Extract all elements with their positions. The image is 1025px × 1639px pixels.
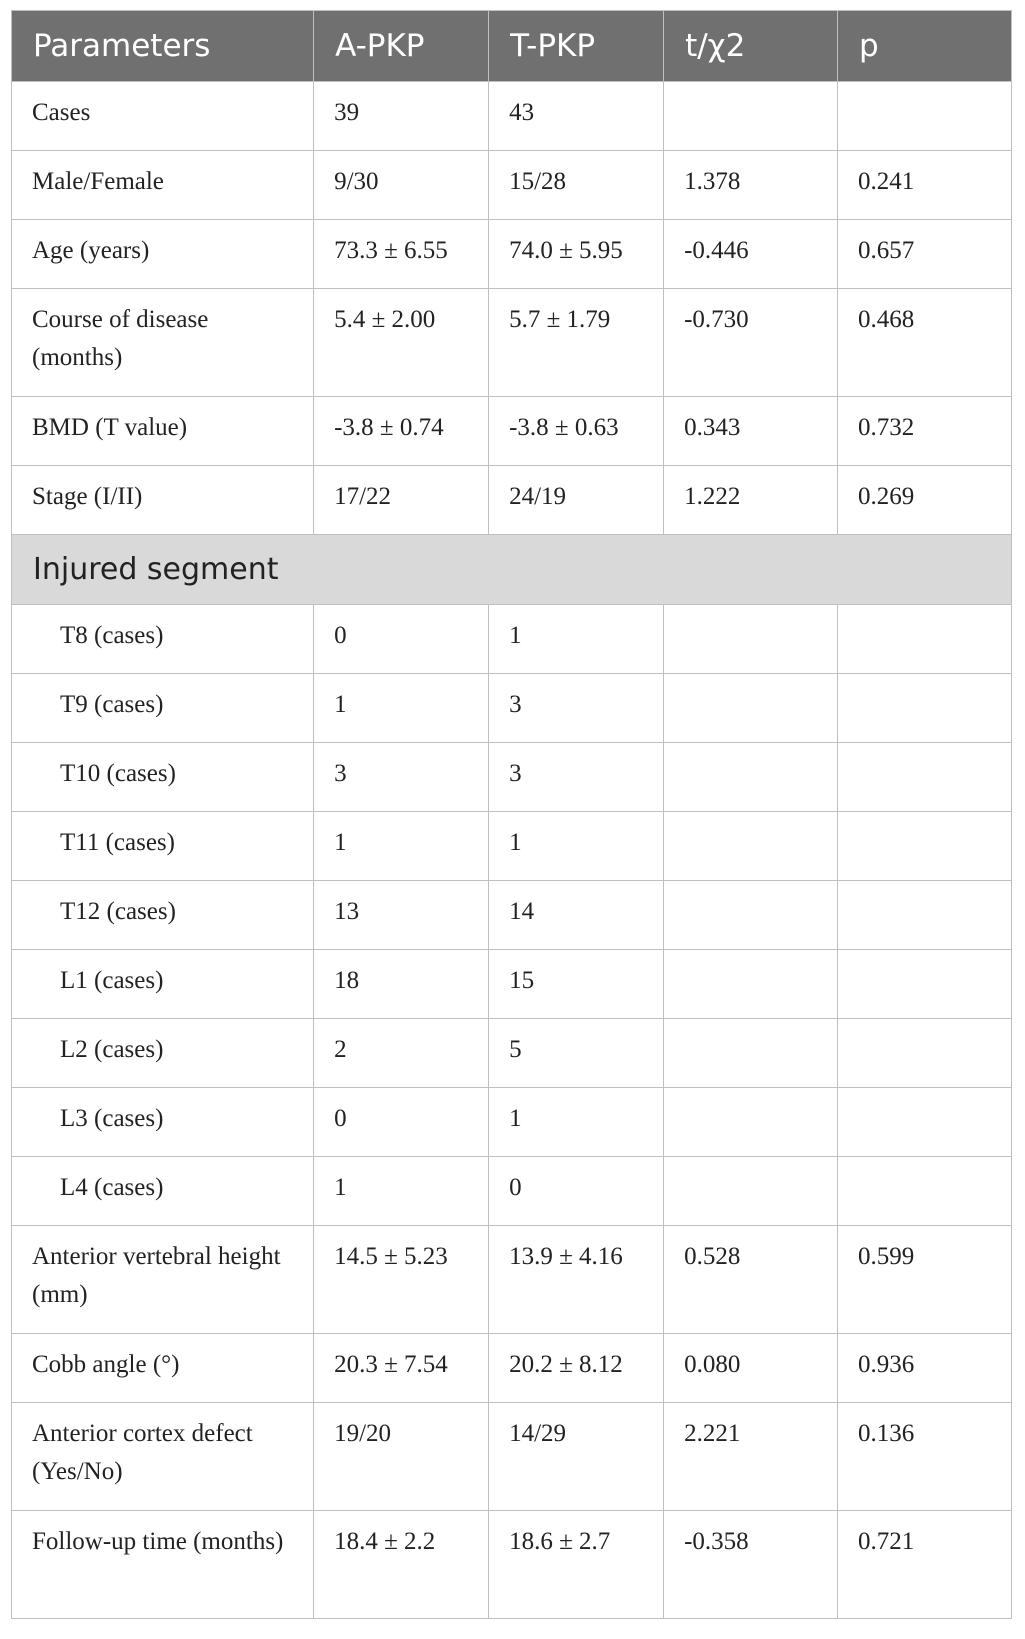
- table-row: [12, 466, 1012, 535]
- t-pkp-value: 1: [489, 605, 664, 674]
- a-pkp-value: 5.4 ± 2.00: [314, 289, 489, 397]
- header-parameters: Parameters: [12, 11, 314, 82]
- t-pkp-value: 1: [489, 812, 664, 881]
- a-pkp-value: 0: [314, 1088, 489, 1157]
- row-label: Cobb angle (°): [12, 1334, 314, 1403]
- p-value: [838, 1088, 1012, 1157]
- row-label: T12 (cases): [12, 881, 314, 950]
- table-row: [12, 812, 1012, 881]
- header-statistic: t/χ2: [664, 11, 838, 82]
- table-row: [12, 950, 1012, 1019]
- p-value: [838, 674, 1012, 743]
- row-label: T10 (cases): [12, 743, 314, 812]
- row-label: Anterior vertebral height (mm): [12, 1226, 314, 1334]
- t-pkp-value: 13.9 ± 4.16: [489, 1226, 664, 1334]
- p-value: [838, 743, 1012, 812]
- a-pkp-value: 2: [314, 1019, 489, 1088]
- statistic-value: 0.080: [664, 1334, 838, 1403]
- p-value: 0.599: [838, 1226, 1012, 1334]
- a-pkp-value: 20.3 ± 7.54: [314, 1334, 489, 1403]
- t-pkp-value: 1: [489, 1088, 664, 1157]
- statistic-value: [664, 82, 838, 151]
- statistic-value: -0.358: [664, 1511, 838, 1619]
- a-pkp-value: 0: [314, 605, 489, 674]
- row-label: T11 (cases): [12, 812, 314, 881]
- p-value: [838, 881, 1012, 950]
- statistic-value: [664, 605, 838, 674]
- t-pkp-value: 24/19: [489, 466, 664, 535]
- a-pkp-value: 1: [314, 1157, 489, 1226]
- t-pkp-value: 5.7 ± 1.79: [489, 289, 664, 397]
- a-pkp-value: 73.3 ± 6.55: [314, 220, 489, 289]
- row-label: L3 (cases): [12, 1088, 314, 1157]
- table-row: [12, 881, 1012, 950]
- p-value: 0.241: [838, 151, 1012, 220]
- statistic-value: [664, 1157, 838, 1226]
- table-row: [12, 1226, 1012, 1334]
- a-pkp-value: 19/20: [314, 1403, 489, 1511]
- t-pkp-value: 14: [489, 881, 664, 950]
- t-pkp-value: 3: [489, 743, 664, 812]
- table-row: [12, 674, 1012, 743]
- statistic-value: [664, 1019, 838, 1088]
- section-title: Injured segment: [12, 535, 1012, 605]
- p-value: [838, 812, 1012, 881]
- table-row: [12, 1088, 1012, 1157]
- t-pkp-value: 3: [489, 674, 664, 743]
- header-row: [12, 11, 1012, 82]
- statistic-value: [664, 674, 838, 743]
- table-row: [12, 220, 1012, 289]
- table-row: [12, 1019, 1012, 1088]
- table-row: [12, 151, 1012, 220]
- row-label: Follow-up time (months): [12, 1511, 314, 1619]
- a-pkp-value: 3: [314, 743, 489, 812]
- table-row: [12, 289, 1012, 397]
- t-pkp-value: 74.0 ± 5.95: [489, 220, 664, 289]
- statistic-value: -0.730: [664, 289, 838, 397]
- statistic-value: 0.528: [664, 1226, 838, 1334]
- table-row: [12, 1157, 1012, 1226]
- row-label: Male/Female: [12, 151, 314, 220]
- t-pkp-value: 15/28: [489, 151, 664, 220]
- row-label: Age (years): [12, 220, 314, 289]
- statistic-value: -0.446: [664, 220, 838, 289]
- p-value: 0.269: [838, 466, 1012, 535]
- a-pkp-value: 18: [314, 950, 489, 1019]
- p-value: 0.136: [838, 1403, 1012, 1511]
- t-pkp-value: 0: [489, 1157, 664, 1226]
- a-pkp-value: 1: [314, 812, 489, 881]
- table-row: [12, 1334, 1012, 1403]
- statistic-value: [664, 1088, 838, 1157]
- p-value: 0.732: [838, 397, 1012, 466]
- statistic-value: [664, 812, 838, 881]
- t-pkp-value: 14/29: [489, 1403, 664, 1511]
- t-pkp-value: -3.8 ± 0.63: [489, 397, 664, 466]
- row-label: Course of disease (months): [12, 289, 314, 397]
- header-a-pkp: A-PKP: [314, 11, 489, 82]
- row-label: BMD (T value): [12, 397, 314, 466]
- p-value: 0.657: [838, 220, 1012, 289]
- p-value: [838, 82, 1012, 151]
- statistic-value: [664, 743, 838, 812]
- t-pkp-value: 20.2 ± 8.12: [489, 1334, 664, 1403]
- a-pkp-value: 17/22: [314, 466, 489, 535]
- row-label: T8 (cases): [12, 605, 314, 674]
- p-value: 0.936: [838, 1334, 1012, 1403]
- p-value: 0.721: [838, 1511, 1012, 1619]
- header-t-pkp: T-PKP: [489, 11, 664, 82]
- t-pkp-value: 43: [489, 82, 664, 151]
- statistic-value: 2.221: [664, 1403, 838, 1511]
- a-pkp-value: 14.5 ± 5.23: [314, 1226, 489, 1334]
- statistic-value: 1.378: [664, 151, 838, 220]
- data-table: [11, 10, 1012, 1619]
- a-pkp-value: 13: [314, 881, 489, 950]
- row-label: L2 (cases): [12, 1019, 314, 1088]
- statistic-value: [664, 950, 838, 1019]
- row-label: Stage (I/II): [12, 466, 314, 535]
- row-label: Cases: [12, 82, 314, 151]
- t-pkp-value: 15: [489, 950, 664, 1019]
- table-row: [12, 397, 1012, 466]
- row-label: L1 (cases): [12, 950, 314, 1019]
- a-pkp-value: 9/30: [314, 151, 489, 220]
- table-body: [12, 82, 1012, 1619]
- header-p-value: p: [838, 11, 1012, 82]
- t-pkp-value: 18.6 ± 2.7: [489, 1511, 664, 1619]
- statistic-value: 0.343: [664, 397, 838, 466]
- row-label: T9 (cases): [12, 674, 314, 743]
- table-row: [12, 605, 1012, 674]
- a-pkp-value: 18.4 ± 2.2: [314, 1511, 489, 1619]
- p-value: [838, 605, 1012, 674]
- table-row: [12, 1511, 1012, 1619]
- p-value: [838, 1157, 1012, 1226]
- p-value: [838, 1019, 1012, 1088]
- table-row: [12, 1403, 1012, 1511]
- a-pkp-value: 39: [314, 82, 489, 151]
- a-pkp-value: 1: [314, 674, 489, 743]
- statistic-value: [664, 881, 838, 950]
- table-row: [12, 82, 1012, 151]
- row-label: L4 (cases): [12, 1157, 314, 1226]
- p-value: [838, 950, 1012, 1019]
- t-pkp-value: 5: [489, 1019, 664, 1088]
- statistic-value: 1.222: [664, 466, 838, 535]
- table-row: [12, 743, 1012, 812]
- row-label: Anterior cortex defect (Yes/No): [12, 1403, 314, 1511]
- a-pkp-value: -3.8 ± 0.74: [314, 397, 489, 466]
- section-row: [12, 535, 1012, 605]
- p-value: 0.468: [838, 289, 1012, 397]
